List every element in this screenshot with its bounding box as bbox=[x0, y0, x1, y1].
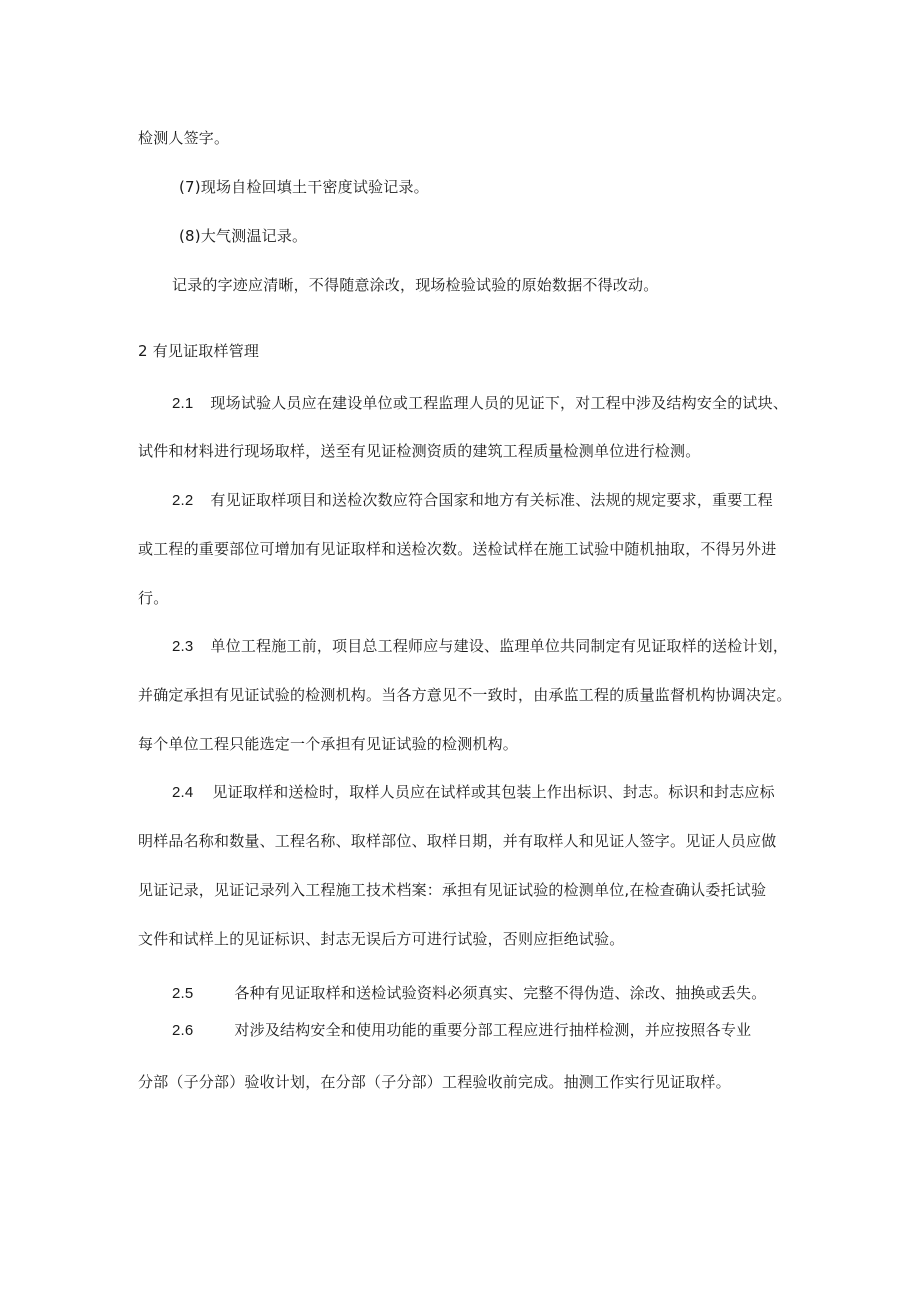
clause-2-3-line-2: 并确定承担有见证试验的检测机构。当各方意见不一致时，由承监工程的质量监督机构协调决定。 bbox=[138, 686, 792, 704]
clause-text: 见证取样和送检时，取样人员应在试样或其包装上作出标识、封志。标识和封志应标 bbox=[212, 783, 775, 801]
list-item-7: (7)现场自检回填土干密度试验记录。 bbox=[179, 178, 429, 196]
clause-number: 2.6 bbox=[172, 1022, 194, 1039]
clause-text: 对涉及结构安全和使用功能的重要分部工程应进行抽样检测，并应按照各专业 bbox=[234, 1021, 752, 1039]
clause-2-6-first-line bbox=[172, 1020, 751, 1041]
clause-2-4-first-line bbox=[172, 782, 775, 803]
clause-2-4-line-4: 文件和试样上的见证标识、封志无误后方可进行试验，否则应拒绝试验。 bbox=[138, 930, 625, 948]
clause-2-2-line-2: 或工程的重要部位可增加有见证取样和送检次数。送检试样在施工试验中随机抽取，不得另外进 bbox=[138, 540, 777, 558]
clause-2-3-line-3: 每个单位工程只能选定一个承担有见证试验的检测机构。 bbox=[138, 735, 519, 753]
clause-2-5-first-line bbox=[172, 983, 766, 1004]
clause-2-2-line-3: 行。 bbox=[138, 589, 169, 607]
clause-number: 2.3 bbox=[172, 638, 194, 655]
clause-2-4-line-2: 明样品名称和数量、工程名称、取样部位、取样日期，并有取样人和见证人签字。见证人员应做 bbox=[138, 832, 777, 850]
section-heading: 2 有见证取样管理 bbox=[138, 342, 260, 360]
clause-2-4-line-3: 见证记录，见证记录列入工程施工技术档案：承担有见证试验的检测单位,在检查确认委托试验 bbox=[138, 881, 767, 899]
record-note-text: 记录的字迹应清晰，不得随意涂改，现场检验试验的原始数据不得改动。 bbox=[172, 276, 659, 294]
clause-number: 2.1 bbox=[172, 395, 194, 412]
clause-text: 现场试验人员应在建设单位或工程监理人员的见证下，对工程中涉及结构安全的试块、 bbox=[210, 394, 789, 412]
clause-2-6-line-2: 分部（子分部）验收计划，在分部（子分部）工程验收前完成。抽测工作实行见证取样。 bbox=[138, 1073, 731, 1091]
clause-2-3-first-line bbox=[172, 636, 788, 657]
clause-text: 单位工程施工前，项目总工程师应与建设、监理单位共同制定有见证取样的送检计划， bbox=[210, 637, 789, 655]
clause-number: 2.2 bbox=[172, 492, 194, 509]
clause-2-1-line-2: 试件和材料进行现场取样，送至有见证检测资质的建筑工程质量检测单位进行检测。 bbox=[138, 442, 701, 460]
clause-number: 2.4 bbox=[172, 784, 194, 801]
clause-text: 各种有见证取样和送检试验资料必须真实、完整不得伪造、涂改、抽换或丢失。 bbox=[234, 984, 767, 1002]
clause-number: 2.5 bbox=[172, 985, 194, 1002]
clause-2-1-first-line bbox=[172, 393, 788, 414]
list-item-8: (8)大气测温记录。 bbox=[179, 227, 308, 245]
clause-2-2-first-line bbox=[172, 490, 773, 511]
intro-tail-text: 检测人签字。 bbox=[138, 129, 230, 147]
clause-text: 有见证取样项目和送检次数应符合国家和地方有关标准、法规的规定要求，重要工程 bbox=[210, 491, 773, 509]
